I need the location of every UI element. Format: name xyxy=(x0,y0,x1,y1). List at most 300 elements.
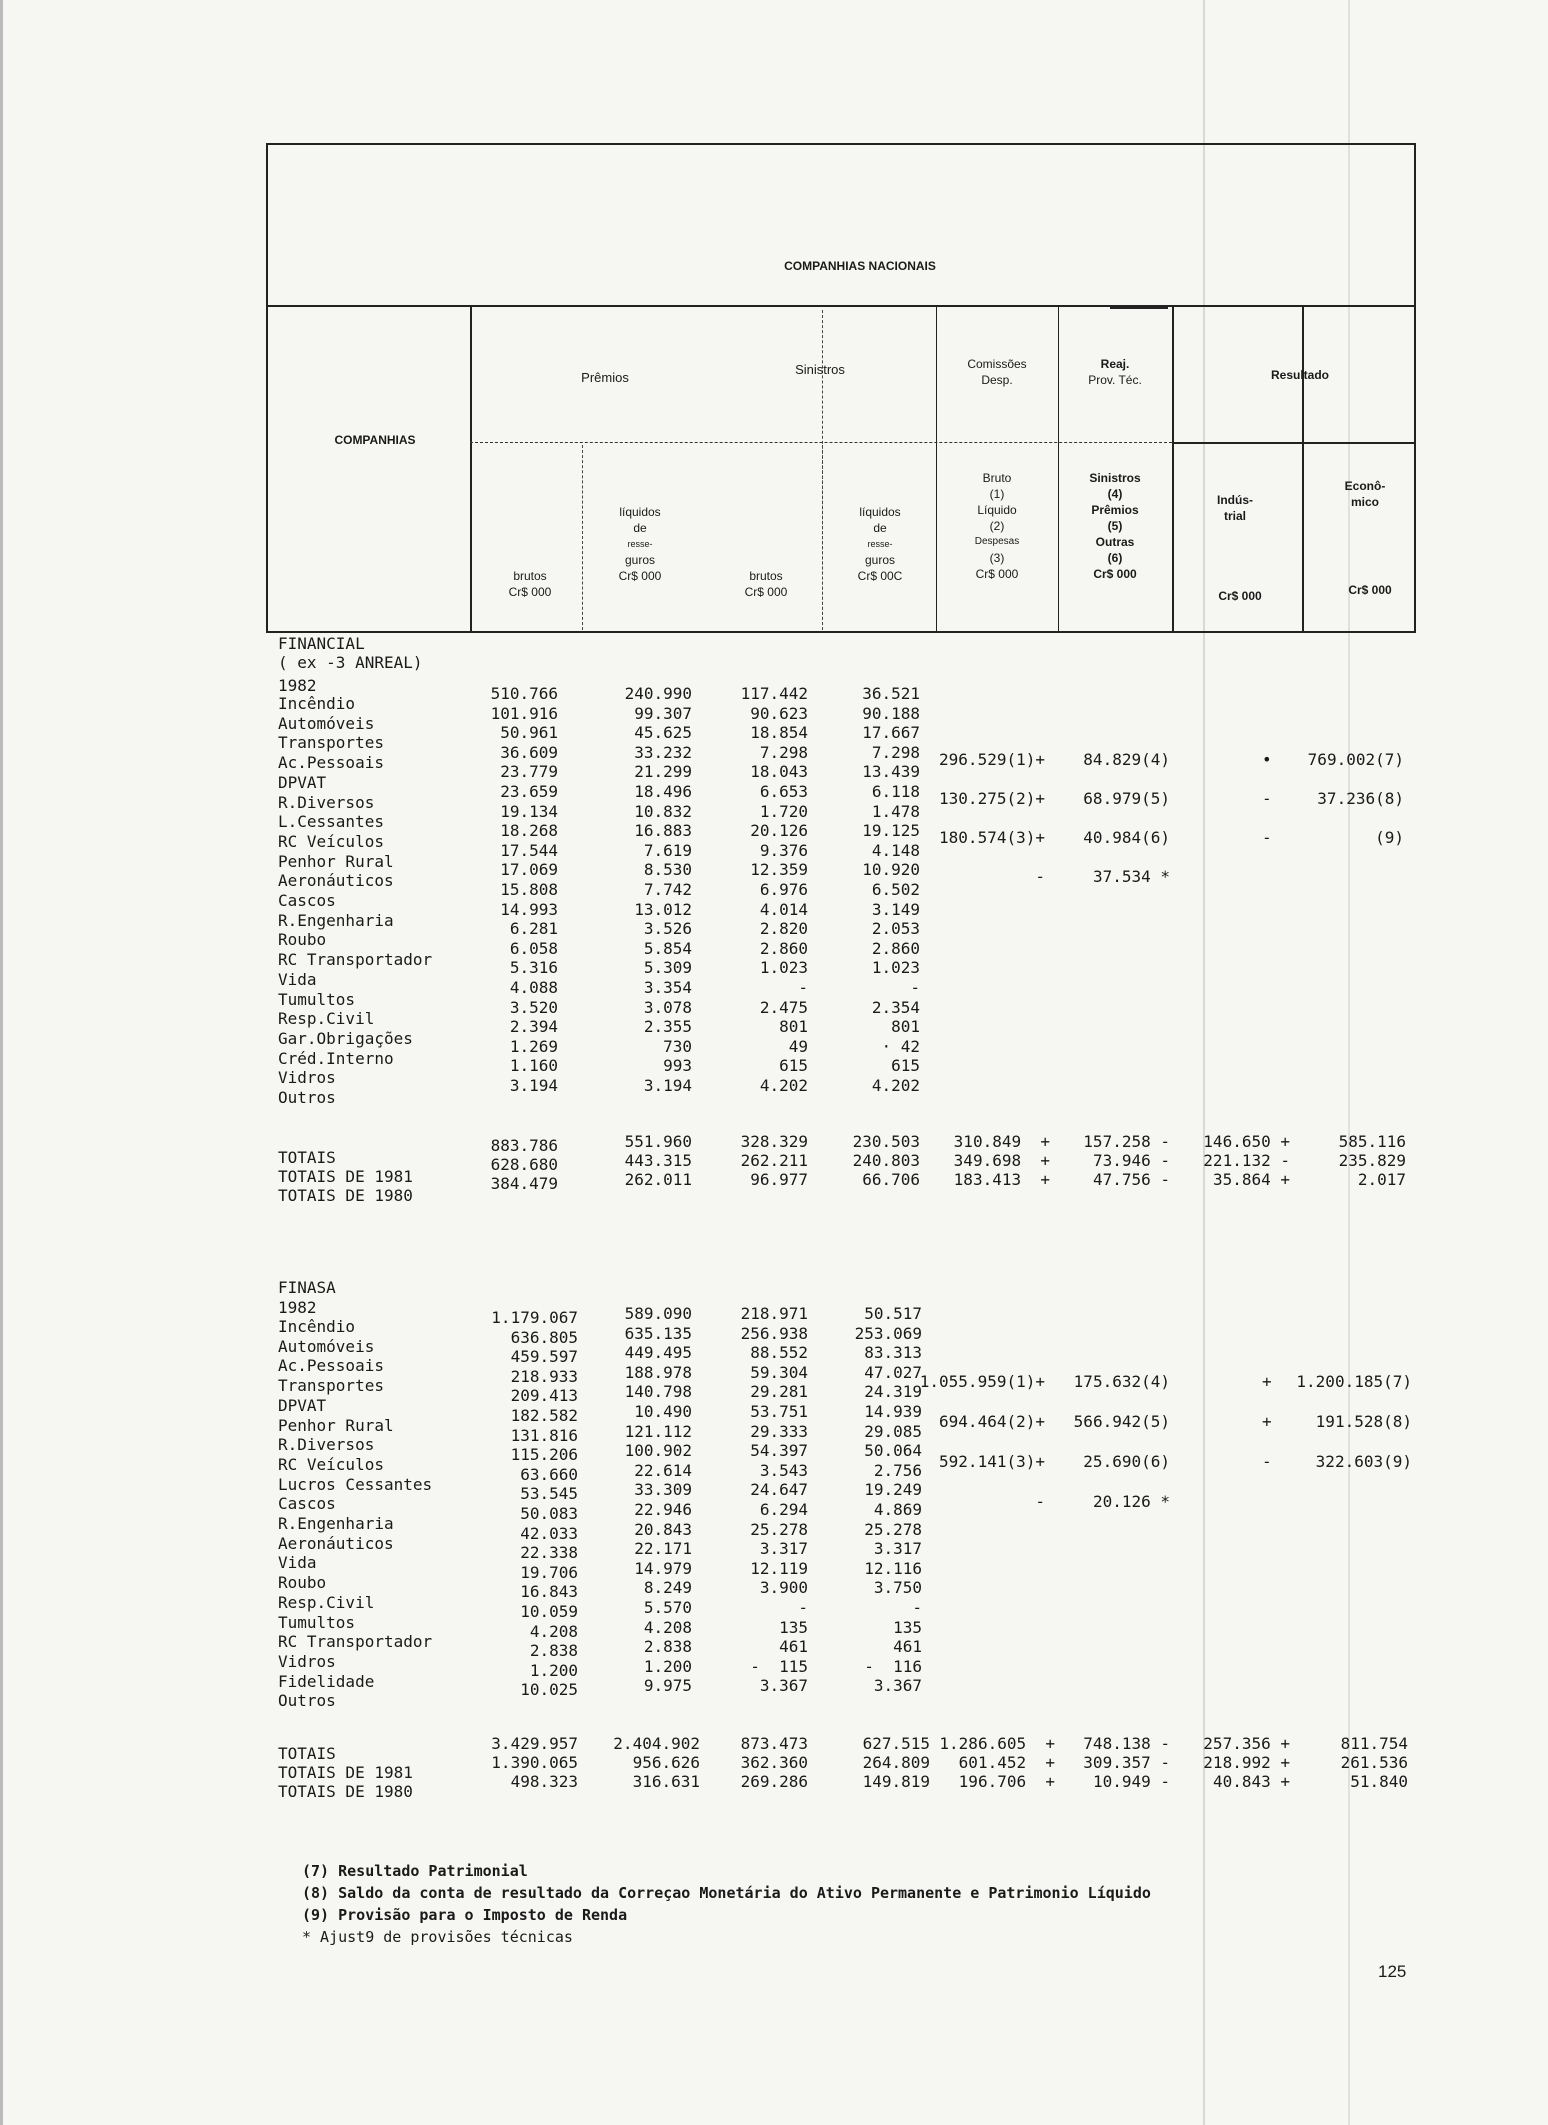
totals-economico: 51.840 xyxy=(1350,1772,1408,1791)
totals-premios-brutos: 883.786 xyxy=(490,1136,558,1155)
cell-sinistros-liquidos: · 42 xyxy=(881,1036,920,1056)
cell-reaj-prov: 25.690(6) xyxy=(1083,1452,1170,1471)
totals-comissoes: 310.849 + xyxy=(953,1132,1050,1151)
cell-sinistros-liquidos: 50.064 xyxy=(864,1441,922,1461)
cell-premios-liquidos: 730 xyxy=(663,1036,692,1056)
cell-industrial: - xyxy=(1262,1452,1272,1471)
row-label: DPVAT xyxy=(278,1395,327,1415)
cell-premios-liquidos: 13.012 xyxy=(634,899,692,919)
cell-premios-liquidos: 3.194 xyxy=(643,1075,692,1095)
cell-sinistros-liquidos: 7.298 xyxy=(871,742,920,762)
cell-premios-liquidos: 635.135 xyxy=(624,1323,692,1343)
cell-premios-liquidos: 10.490 xyxy=(634,1401,692,1421)
finasa-totals-brutos xyxy=(470,1734,578,1791)
cell-sinistros-brutos: 9.376 xyxy=(759,840,808,860)
cell-sinistros-liquidos: 19.125 xyxy=(862,821,920,841)
row-label: Vidros xyxy=(278,1068,336,1088)
premios-liquidos-header: líquidos de resse- guros Cr$ 000 xyxy=(618,505,662,583)
cell-industrial: + xyxy=(1262,1372,1272,1391)
cell-premios-brutos: 22.338 xyxy=(520,1543,578,1563)
cell-premios-brutos: 209.413 xyxy=(510,1386,578,1406)
cell-sinistros-brutos: 135 xyxy=(779,1617,808,1637)
cell-premios-brutos: 636.805 xyxy=(510,1327,578,1347)
cell-economico: 322.603(9) xyxy=(1315,1452,1412,1471)
footnote-8: (8) Saldo da conta de resultado da Correçao Monetária do Ativo Permanente e Patrimonio Líquido xyxy=(302,1884,1151,1902)
cell-sinistros-liquidos: 4.869 xyxy=(873,1499,922,1519)
cell-premios-brutos: 18.268 xyxy=(500,821,558,841)
cell-sinistros-liquidos: 3.367 xyxy=(873,1676,922,1696)
totals-reaj-prov: 309.357 - xyxy=(1083,1753,1170,1772)
cell-premios-brutos: 6.281 xyxy=(509,919,558,939)
finasa-labels xyxy=(278,1317,432,1711)
cell-premios-liquidos: 140.798 xyxy=(624,1382,692,1402)
cell-premios-liquidos: 8.249 xyxy=(643,1578,692,1598)
finasa-totals-liquidos xyxy=(590,1734,700,1791)
totals-sinistros-brutos: 96.977 xyxy=(750,1170,808,1189)
cell-sinistros-brutos: 29.333 xyxy=(750,1421,808,1441)
premios-header: Prêmios xyxy=(581,370,629,385)
financial-comissoes xyxy=(920,740,1045,896)
totals-premios-brutos: 498.323 xyxy=(510,1772,578,1791)
cell-premios-liquidos: 22.614 xyxy=(634,1460,692,1480)
totals-sinistros-brutos: 262.211 xyxy=(740,1151,808,1170)
cell-premios-brutos: 63.660 xyxy=(520,1464,578,1484)
cell-premios-liquidos: 21.299 xyxy=(634,762,692,782)
row-label: Créd.Interno xyxy=(278,1048,394,1068)
cell-industrial: • xyxy=(1262,750,1272,769)
row-label: Lucros Cessantes xyxy=(278,1474,433,1494)
totals-sinistros-brutos: 873.473 xyxy=(740,1734,808,1753)
cell-premios-liquidos: 33.232 xyxy=(634,742,692,762)
totals-sinistros-liquidos: 264.809 xyxy=(862,1753,930,1772)
row-label: Fidelidade xyxy=(278,1671,375,1691)
premios-brutos-header: brutos Cr$ 000 xyxy=(508,569,552,599)
finasa-year: 1982 xyxy=(278,1298,317,1317)
cell-sinistros-brutos: 24.647 xyxy=(750,1480,808,1500)
row-label: R.Engenharia xyxy=(278,1514,394,1534)
row-label: Cascos xyxy=(278,891,336,911)
financial-totals-sinistros-brutos xyxy=(712,1132,808,1189)
cell-sinistros-brutos: 2.475 xyxy=(759,997,808,1017)
cell-sinistros-liquidos: 25.278 xyxy=(864,1519,922,1539)
financial-name: FINANCIAL xyxy=(278,634,365,653)
cell-premios-brutos: 182.582 xyxy=(510,1405,578,1425)
cell-premios-liquidos: 18.496 xyxy=(634,781,692,801)
page-edge-right xyxy=(1203,0,1205,2125)
row-label: RC Veículos xyxy=(278,1454,384,1474)
cell-premios-liquidos: 240.990 xyxy=(624,684,692,703)
row-label: Vida xyxy=(278,1553,317,1573)
totals-reaj-prov: 748.138 - xyxy=(1083,1734,1170,1753)
totals-label: TOTAIS xyxy=(278,1744,336,1763)
industrial-header: Indús- trial xyxy=(1217,493,1253,523)
cell-economico: (9) xyxy=(1375,828,1404,847)
cell-premios-brutos: 14.993 xyxy=(500,899,558,919)
cell-industrial: + xyxy=(1262,1412,1272,1431)
totals-sinistros-liquidos: 66.706 xyxy=(862,1170,920,1189)
cell-economico xyxy=(1280,857,1404,896)
row-label: Aeronáuticos xyxy=(278,871,394,891)
row-label: Vidros xyxy=(278,1651,336,1671)
totals-economico: 585.116 xyxy=(1338,1132,1406,1151)
cell-premios-liquidos: 1.200 xyxy=(643,1656,692,1676)
totals-premios-brutos: 628.680 xyxy=(490,1155,558,1174)
cell-comissoes: 592.141(3)+ xyxy=(939,1452,1045,1471)
cell-premios-brutos: 16.843 xyxy=(520,1582,578,1602)
cell-comissoes: 694.464(2)+ xyxy=(939,1412,1045,1431)
cell-sinistros-brutos: 88.552 xyxy=(750,1343,808,1363)
cell-sinistros-liquidos: 1.023 xyxy=(871,958,920,978)
totals-sinistros-liquidos: 627.515 xyxy=(862,1734,930,1753)
row-label: Penhor Rural xyxy=(278,1415,394,1435)
financial-sinistros-brutos xyxy=(712,684,808,1095)
cell-premios-brutos: 17.069 xyxy=(500,860,558,880)
totals-sinistros-liquidos: 240.803 xyxy=(852,1151,920,1170)
cell-premios-brutos: 53.545 xyxy=(520,1484,578,1504)
cell-premios-liquidos: 45.625 xyxy=(634,723,692,743)
totals-industrial: 221.132 - xyxy=(1203,1151,1290,1170)
cell-comissoes: 130.275(2)+ xyxy=(939,789,1045,808)
cell-premios-liquidos: 22.171 xyxy=(634,1539,692,1559)
finasa-totals-comissoes xyxy=(920,1734,1055,1791)
row-label: Outros xyxy=(278,1088,336,1108)
industrial-unit: Cr$ 000 xyxy=(1218,589,1262,603)
cell-premios-brutos: 42.033 xyxy=(520,1523,578,1543)
table-title: COMPANHIAS NACIONAIS xyxy=(784,259,936,273)
cell-sinistros-liquidos: 3.750 xyxy=(873,1578,922,1598)
cell-sinistros-liquidos: 47.027 xyxy=(864,1362,922,1382)
cell-sinistros-brutos: 1.720 xyxy=(759,801,808,821)
cell-sinistros-brutos: 6.653 xyxy=(759,781,808,801)
cell-premios-liquidos: 33.309 xyxy=(634,1480,692,1500)
companhias-header: COMPANHIAS xyxy=(334,433,416,447)
cell-sinistros-brutos: 49 xyxy=(788,1036,808,1056)
cell-sinistros-liquidos: 253.069 xyxy=(854,1323,922,1343)
cell-sinistros-brutos: 20.126 xyxy=(750,821,808,841)
financial-totals-economico xyxy=(1290,1132,1406,1189)
cell-premios-brutos: 17.544 xyxy=(500,840,558,860)
cell-sinistros-liquidos: 3.149 xyxy=(871,899,920,919)
cell-premios-liquidos: 7.619 xyxy=(643,840,692,860)
row-label: Tumultos xyxy=(278,989,356,1009)
totals-comissoes: 196.706 + xyxy=(958,1772,1055,1791)
totals-premios-brutos: 3.429.957 xyxy=(491,1734,578,1753)
cell-sinistros-brutos: 12.359 xyxy=(750,860,808,880)
cell-premios-liquidos: 121.112 xyxy=(624,1421,692,1441)
cell-economico: 769.002(7) xyxy=(1307,750,1404,769)
row-label: Outros xyxy=(278,1691,336,1711)
footnote-7: (7) Resultado Patrimonial xyxy=(302,1862,528,1880)
totals-industrial: 257.356 + xyxy=(1203,1734,1290,1753)
page-edge-left xyxy=(0,0,3,2125)
row-label: Ac.Pessoais xyxy=(278,1356,384,1376)
row-label: Roubo xyxy=(278,1573,327,1593)
footnote-star: * Ajust9 de provisões técnicas xyxy=(302,1928,573,1946)
cell-premios-brutos: 23.659 xyxy=(500,781,558,801)
cell-sinistros-liquidos: 36.521 xyxy=(862,684,920,703)
finasa-comissoes xyxy=(900,1362,1045,1522)
cell-premios-liquidos: 3.078 xyxy=(643,997,692,1017)
cell-sinistros-liquidos: - 116 xyxy=(864,1656,922,1676)
cell-sinistros-brutos: 25.278 xyxy=(750,1519,808,1539)
finasa-sinistros-brutos xyxy=(712,1304,808,1696)
financial-sub: ( ex -3 ANREAL) xyxy=(278,653,423,672)
financial-industrial xyxy=(1262,740,1282,896)
totals-premios-liquidos: 262.011 xyxy=(624,1170,692,1189)
cell-premios-liquidos: 100.902 xyxy=(624,1441,692,1461)
row-label: Vida xyxy=(278,969,317,989)
totals-economico: 2.017 xyxy=(1357,1170,1406,1189)
cell-comissoes: 1.055.959(1)+ xyxy=(919,1372,1045,1391)
cell-sinistros-liquidos: 2.756 xyxy=(873,1460,922,1480)
sinistros-liquidos-header: líquidos de resse- guros Cr$ 00C xyxy=(857,505,903,583)
totals-economico: 235.829 xyxy=(1338,1151,1406,1170)
footnote-9: (9) Provisão para o Imposto de Renda xyxy=(302,1906,628,1924)
totals-premios-liquidos: 956.626 xyxy=(632,1753,700,1772)
row-label: DPVAT xyxy=(278,772,327,792)
cell-sinistros-brutos: 18.854 xyxy=(750,723,808,743)
economico-header: Econô- mico xyxy=(1344,479,1386,509)
totals-label: TOTAIS xyxy=(278,1148,336,1167)
cell-premios-brutos: 218.933 xyxy=(510,1366,578,1386)
cell-premios-brutos: 19.706 xyxy=(520,1562,578,1582)
totals-reaj-prov: 47.756 - xyxy=(1092,1170,1170,1189)
cell-reaj-prov: 175.632(4) xyxy=(1073,1372,1170,1391)
row-label: Cascos xyxy=(278,1494,336,1514)
resultado-header: Resultado xyxy=(1270,368,1329,382)
finasa-totals-industrial xyxy=(1150,1734,1290,1791)
totals-premios-liquidos: 316.631 xyxy=(632,1772,700,1791)
cell-sinistros-brutos: 2.860 xyxy=(759,938,808,958)
cell-economico: 1.200.185(7) xyxy=(1296,1372,1412,1391)
cell-premios-brutos: 23.779 xyxy=(500,762,558,782)
cell-sinistros-liquidos: 615 xyxy=(891,1056,920,1076)
cell-sinistros-liquidos: 17.667 xyxy=(862,723,920,743)
cell-reaj-prov: 68.979(5) xyxy=(1083,789,1170,808)
cell-economico xyxy=(1278,1482,1412,1522)
financial-reaj xyxy=(1050,740,1170,896)
totals-sinistros-brutos: 269.286 xyxy=(740,1772,808,1791)
cell-premios-brutos: 3.520 xyxy=(509,997,558,1017)
totals-sinistros-liquidos: 149.819 xyxy=(862,1772,930,1791)
cell-premios-liquidos: 2.838 xyxy=(643,1637,692,1657)
cell-premios-brutos: 2.838 xyxy=(529,1641,578,1661)
totals-industrial: 40.843 + xyxy=(1212,1772,1290,1791)
cell-sinistros-liquidos: 801 xyxy=(891,1017,920,1037)
cell-sinistros-brutos: 3.367 xyxy=(759,1676,808,1696)
totals-reaj-prov: 10.949 - xyxy=(1092,1772,1170,1791)
cell-sinistros-liquidos: 135 xyxy=(893,1617,922,1637)
cell-sinistros-liquidos: - xyxy=(912,1597,922,1617)
totals-premios-liquidos: 2.404.902 xyxy=(613,1734,700,1753)
totals-reaj-prov: 73.946 - xyxy=(1092,1151,1170,1170)
cell-premios-brutos: 1.269 xyxy=(509,1036,558,1056)
cell-sinistros-liquidos: 13.439 xyxy=(862,762,920,782)
cell-premios-liquidos: 5.854 xyxy=(643,938,692,958)
cell-sinistros-liquidos: 2.860 xyxy=(871,938,920,958)
bruto-liquido-despesas-header: Bruto (1) Líquido (2) Despesas (3) Cr$ 000 xyxy=(974,471,1020,581)
totals-premios-liquidos: 443.315 xyxy=(624,1151,692,1170)
cell-premios-liquidos: 7.742 xyxy=(643,879,692,899)
cell-economico: 191.528(8) xyxy=(1315,1412,1412,1431)
cell-premios-brutos: 4.088 xyxy=(509,977,558,997)
cell-premios-brutos: 6.058 xyxy=(509,938,558,958)
financial-totals-sinistros-liquidos xyxy=(830,1132,920,1189)
row-label: Transportes xyxy=(278,1376,384,1396)
totals-industrial: 218.992 + xyxy=(1203,1753,1290,1772)
comissoes-header: Comissões Desp. xyxy=(967,357,1027,387)
totals-sinistros-brutos: 328.329 xyxy=(740,1132,808,1151)
finasa-totals-economico xyxy=(1290,1734,1408,1791)
financial-premios-liquidos xyxy=(590,684,692,1095)
finasa-totals-labels xyxy=(278,1744,413,1801)
totals-premios-brutos: 384.479 xyxy=(490,1174,558,1193)
cell-industrial: - xyxy=(1262,789,1272,808)
cell-premios-brutos: 10.025 xyxy=(520,1680,578,1700)
cell-sinistros-liquidos: - xyxy=(910,977,920,997)
totals-industrial: 146.650 + xyxy=(1203,1132,1290,1151)
totals-industrial: 35.864 + xyxy=(1212,1170,1290,1189)
totals-comissoes: 601.452 + xyxy=(958,1753,1055,1772)
cell-premios-liquidos: 9.975 xyxy=(643,1676,692,1696)
cell-reaj-prov: 20.126 * xyxy=(1092,1492,1170,1511)
cell-sinistros-brutos: 3.317 xyxy=(759,1539,808,1559)
cell-premios-liquidos: 5.570 xyxy=(643,1597,692,1617)
cell-sinistros-liquidos: 12.116 xyxy=(864,1558,922,1578)
finasa-premios-liquidos xyxy=(590,1304,692,1696)
cell-sinistros-liquidos: 24.319 xyxy=(864,1382,922,1402)
financial-premios-brutos xyxy=(470,684,558,1095)
cell-reaj-prov: 40.984(6) xyxy=(1083,828,1170,847)
row-label: Roubo xyxy=(278,930,327,950)
totals-label: TOTAIS DE 1980 xyxy=(278,1782,413,1801)
cell-reaj-prov: 37.534 * xyxy=(1092,867,1170,886)
cell-premios-liquidos: 2.355 xyxy=(643,1017,692,1037)
cell-premios-brutos: 4.208 xyxy=(529,1621,578,1641)
cell-premios-brutos: 1.200 xyxy=(529,1660,578,1680)
totals-label: TOTAIS DE 1981 xyxy=(278,1763,413,1782)
cell-sinistros-brutos: 12.119 xyxy=(750,1558,808,1578)
financial-economico xyxy=(1280,740,1404,896)
page-edge-right-2 xyxy=(1348,0,1350,2125)
row-label: R.Engenharia xyxy=(278,910,394,930)
row-label: Resp.Civil xyxy=(278,1592,375,1612)
cell-premios-brutos: 36.609 xyxy=(500,742,558,762)
row-label: Tumultos xyxy=(278,1612,356,1632)
row-label: Penhor Rural xyxy=(278,851,394,871)
cell-premios-brutos: 5.316 xyxy=(509,958,558,978)
cell-sinistros-brutos: 461 xyxy=(779,1637,808,1657)
cell-industrial: - xyxy=(1262,828,1272,847)
financial-labels xyxy=(278,694,432,1108)
cell-premios-brutos: 115.206 xyxy=(510,1445,578,1465)
cell-premios-brutos: 50.083 xyxy=(520,1503,578,1523)
cell-premios-liquidos: 3.354 xyxy=(643,977,692,997)
financial-totals-labels xyxy=(278,1148,413,1205)
cell-comissoes: - xyxy=(1035,867,1045,886)
row-label: Incêndio xyxy=(278,1317,356,1336)
cell-premios-liquidos: 5.309 xyxy=(643,958,692,978)
cell-premios-liquidos: 993 xyxy=(663,1056,692,1076)
row-label: Automóveis xyxy=(278,1336,375,1356)
cell-sinistros-liquidos: 1.478 xyxy=(871,801,920,821)
cell-premios-brutos: 1.179.067 xyxy=(491,1308,578,1327)
totals-comissoes: 1.286.605 + xyxy=(939,1734,1055,1753)
cell-sinistros-liquidos: 29.085 xyxy=(864,1421,922,1441)
row-label: Aeronáuticos xyxy=(278,1533,394,1553)
sinistros-header: Sinistros xyxy=(795,362,845,377)
cell-sinistros-brutos: 801 xyxy=(779,1017,808,1037)
sinistros-brutos-header: brutos Cr$ 000 xyxy=(744,569,788,599)
totals-premios-brutos: 1.390.065 xyxy=(491,1753,578,1772)
cell-sinistros-brutos: 18.043 xyxy=(750,762,808,782)
cell-sinistros-liquidos: 83.313 xyxy=(864,1343,922,1363)
sinistros-premios-outras-header: Sinistros (4) Prêmios (5) Outras (6) Cr$ 000 xyxy=(1089,471,1141,581)
financial-totals-brutos xyxy=(470,1136,558,1193)
finasa-name: FINASA xyxy=(278,1278,336,1297)
cell-economico: 37.236(8) xyxy=(1317,789,1404,808)
cell-premios-liquidos: 16.883 xyxy=(634,821,692,841)
row-label: Resp.Civil xyxy=(278,1009,375,1029)
row-label: RC Transportador xyxy=(278,950,433,970)
totals-comissoes: 183.413 + xyxy=(953,1170,1050,1189)
cell-sinistros-brutos: 218.971 xyxy=(740,1304,808,1323)
row-label: RC Transportador xyxy=(278,1632,433,1652)
cell-sinistros-liquidos: 2.053 xyxy=(871,919,920,939)
cell-sinistros-brutos: 7.298 xyxy=(759,742,808,762)
financial-totals-industrial xyxy=(1150,1132,1290,1189)
cell-premios-brutos: 19.134 xyxy=(500,801,558,821)
finasa-premios-brutos xyxy=(470,1308,578,1700)
totals-economico: 261.536 xyxy=(1340,1753,1408,1772)
cell-sinistros-liquidos: 19.249 xyxy=(864,1480,922,1500)
cell-premios-brutos: 15.808 xyxy=(500,879,558,899)
cell-reaj-prov: 84.829(4) xyxy=(1083,750,1170,769)
cell-premios-brutos: 1.160 xyxy=(509,1056,558,1076)
cell-sinistros-brutos: 3.543 xyxy=(759,1460,808,1480)
cell-sinistros-brutos: 4.202 xyxy=(759,1075,808,1095)
cell-premios-liquidos: 589.090 xyxy=(624,1304,692,1323)
cell-sinistros-brutos: 117.442 xyxy=(740,684,808,703)
cell-sinistros-brutos: - 115 xyxy=(750,1656,808,1676)
cell-premios-liquidos: 14.979 xyxy=(634,1558,692,1578)
page-number: 125 xyxy=(1378,1962,1407,1981)
cell-sinistros-liquidos: 3.317 xyxy=(873,1539,922,1559)
cell-sinistros-liquidos: 14.939 xyxy=(864,1401,922,1421)
cell-sinistros-liquidos: 50.517 xyxy=(864,1304,922,1323)
cell-premios-liquidos: 8.530 xyxy=(643,860,692,880)
cell-comissoes: 296.529(1)+ xyxy=(939,750,1045,769)
cell-sinistros-brutos: 54.397 xyxy=(750,1441,808,1461)
finasa-economico xyxy=(1278,1362,1412,1522)
cell-comissoes: 180.574(3)+ xyxy=(939,828,1045,847)
cell-premios-liquidos: 188.978 xyxy=(624,1362,692,1382)
cell-sinistros-liquidos: 90.188 xyxy=(862,703,920,723)
reaj-header: Reaj. Prov. Téc. xyxy=(1088,357,1142,387)
cell-sinistros-liquidos: 6.118 xyxy=(871,781,920,801)
cell-sinistros-liquidos: 4.148 xyxy=(871,840,920,860)
finasa-totals-sinistros-brutos xyxy=(712,1734,808,1791)
row-label: Ac.Pessoais xyxy=(278,753,384,773)
cell-sinistros-brutos: 53.751 xyxy=(750,1401,808,1421)
cell-premios-brutos: 101.916 xyxy=(490,703,558,723)
cell-sinistros-brutos: - xyxy=(798,977,808,997)
row-label: Incêndio xyxy=(278,694,356,713)
financial-totals-comissoes xyxy=(920,1132,1050,1189)
cell-premios-brutos: 2.394 xyxy=(509,1017,558,1037)
row-label: R.Diversos xyxy=(278,792,375,812)
totals-sinistros-liquidos: 230.503 xyxy=(852,1132,920,1151)
